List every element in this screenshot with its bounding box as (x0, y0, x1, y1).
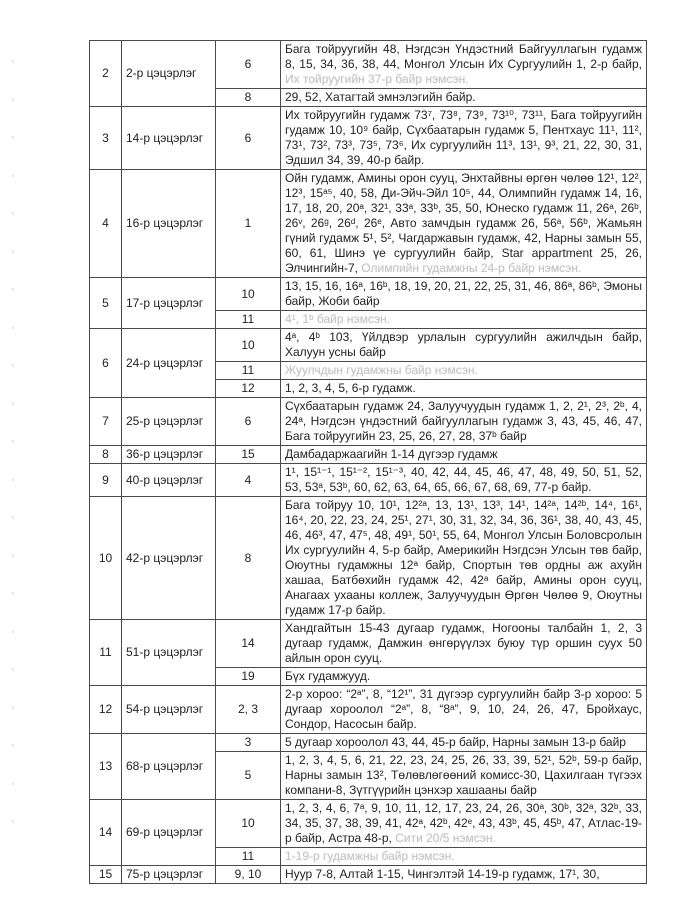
table-row (90, 686, 647, 734)
faded-annotation-text: Жуулчдын гудамжны байр нэмсэн. (285, 363, 478, 377)
row-number: 9 (90, 464, 122, 497)
kindergarten-name: 68-р цэцэрлэг (122, 734, 216, 800)
row-number: 5 (90, 278, 122, 329)
faded-annotation-text: Олимпийн гудамжны 24-р байр нэмсэн. (361, 261, 582, 275)
address-text: Ойн гудамж, Амины орон сууц, Энхтайвны өргөн чөлөө 12¹, 12², 12³, 15ᵃ⁵, 40, 58, Ди-Эйч-Эйл 10⁵, 44, Олимпийн гудамж 14, 16, 17, 18, 20, 20ᵃ, 32¹, 33ᵃ, 33ᵇ, 35, 50, Юнеско гудамж 11, 26ᵃ, 26ᵇ, 26ᵛ, 26ᵍ, 26ᵈ, 26ᵉ, Авто замчдын гудамж 26, 56ᵃ, 56ᵇ, Жамьян гүний гудамж 5¹, 5², Чагдаржавын гудамж, 42, Нарны замын 55, 60, 61, Шинэ үе сургуулийн байр, Star appartment 25, 26, Элчингийн-7, (285, 171, 642, 275)
table-row (90, 464, 647, 497)
address-list (281, 89, 647, 107)
khoroo-number: 14 (216, 620, 281, 668)
address-list (281, 398, 647, 446)
table-row (90, 41, 647, 89)
kindergarten-name: 42-р цэцэрлэг (122, 497, 216, 620)
row-number: 11 (90, 620, 122, 686)
khoroo-number: 5 (216, 752, 281, 800)
address-text: 1, 2, 3, 4, 5, 6-р гудамж. (285, 381, 416, 395)
table-row (90, 620, 647, 668)
khoroo-number: 10 (216, 800, 281, 848)
row-number: 7 (90, 398, 122, 446)
address-list (281, 446, 647, 464)
table-row (90, 734, 647, 752)
address-list (281, 170, 647, 278)
row-number: 14 (90, 800, 122, 866)
address-text: Хандгайтын 15-43 дугаар гудамж, Ногооны талбайн 1, 2, 3 дугаар гудамж, Дамжин өнгөрүүлэх буюу түр оршин суух 50 айлын орон сууц. (285, 621, 642, 665)
khoroo-number: 11 (216, 848, 281, 866)
faded-annotation-text: 1-19-р гудамжны байр нэмсэн. (285, 849, 455, 863)
table-row (90, 446, 647, 464)
kindergarten-name: 14-р цэцэрлэг (122, 107, 216, 170)
address-list (281, 686, 647, 734)
address-text: 5 дугаар хороолол 43, 44, 45-р байр, Нарны замын 13-р байр (285, 735, 626, 749)
khoroo-number: 2, 3 (216, 686, 281, 734)
address-text: Бага тойруу 10, 10¹, 12²ᵃ, 13, 13¹, 13³, 14¹, 14²ᵃ, 14²ᵇ, 14⁴, 16¹, 16⁴, 20, 22, 23, 24, 25¹, 27¹, 30, 31, 32, 34, 36, 36¹, 38, 40, 43, 45, 46, 46³, 47, 47⁵, 48, 49¹, 50¹, 55, 64, Монгол Улсын Боловсролын Их сургуулийн 4, 5-р байр, Америкийн Нэгдсэн Улсын төв байр, Оюутны гудамжны 12ᵃ байр, Спортын төв ордны аж ахуйн хашаа, Батбөхийн гудамж 42, 42ᵃ байр, Амины орон сууц, Анагаах ухааны коллеж, Залуучуудын Өргөн Чөлөө 9, Оюутны гудамж 17-р байр. (285, 498, 642, 617)
faded-annotation-text: 4¹, 1ᵇ байр нэмсэн. (285, 312, 391, 326)
khoroo-number: 8 (216, 497, 281, 620)
table-row (90, 800, 647, 848)
khoroo-number: 10 (216, 329, 281, 362)
address-text: Бүх гудамжууд. (285, 669, 371, 683)
khoroo-number: 12 (216, 380, 281, 398)
address-list (281, 311, 647, 329)
address-list (281, 107, 647, 170)
khoroo-number: 8 (216, 89, 281, 107)
address-text: Дамбадаржаагийн 1-14 дүгээр гудамж (285, 447, 498, 461)
kindergarten-name: 54-р цэцэрлэг (122, 686, 216, 734)
khoroo-number: 11 (216, 311, 281, 329)
khoroo-number: 6 (216, 398, 281, 446)
table-row (90, 866, 647, 884)
kindergarten-name: 17-р цэцэрлэг (122, 278, 216, 329)
address-list (281, 329, 647, 362)
address-list (281, 668, 647, 686)
address-text: Сүхбаатарын гудамж 24, Залуучуудын гудамж 1, 2, 2¹, 2³, 2ᵇ, 4, 24ᵃ, Нэгдсэн үндэстний байгууллагын гудамж 3, 43, 45, 46, 47, Бага тойруугийн 23, 25, 26, 27, 28, 37ᵇ байр (285, 399, 642, 443)
row-number: 8 (90, 446, 122, 464)
kindergarten-name: 25-р цэцэрлэг (122, 398, 216, 446)
khoroo-number: 1 (216, 170, 281, 278)
khoroo-number: 10 (216, 278, 281, 311)
address-text: Их тойруугийн гудамж 73⁷, 73⁸, 73⁹, 73¹⁰, 73¹¹, Бага тойруугийн гудамж 10, 10⁹ байр, Сүхбаатарын гудамж 5, Пентхаус 11¹, 11², 73¹, 73², 73³, 73⁵, 73⁶, Их сургуулийн 11³, 13¹, 9³, 21, 22, 30, 31, Эдшил 34, 39, 40-р байр. (285, 108, 642, 167)
address-text: 1¹, 15¹⁻¹, 15¹⁻², 15¹⁻³, 40, 42, 44, 45, 46, 47, 48, 49, 50, 51, 52, 53, 53ᵃ, 53ᵇ, 60, 62, 63, 64, 65, 66, 67, 68, 69, 77-р байр. (285, 465, 642, 494)
kindergarten-name: 40-р цэцэрлэг (122, 464, 216, 497)
address-list (281, 41, 647, 89)
khoroo-number: 15 (216, 446, 281, 464)
table-row (90, 497, 647, 620)
address-text: 4ᵃ, 4ᵇ 103, Үйлдвэр урлалын сургуулийн ажилчдын байр, Халуун усны байр (285, 330, 642, 359)
kindergarten-name: 75-р цэцэрлэг (122, 866, 216, 884)
table-row (90, 107, 647, 170)
row-number: 12 (90, 686, 122, 734)
khoroo-number: 4 (216, 464, 281, 497)
address-list (281, 800, 647, 848)
address-text: 1, 2, 3, 4, 6, 7ᵃ, 9, 10, 11, 12, 17, 23, 24, 26, 30ᵃ, 30ᵇ, 32ᵃ, 32ᵇ, 33, 34, 35, 37, 38, 39, 41, 42ᵃ, 42ᵇ, 42ᵉ, 43, 43ᵇ, 45, 45ᵇ, 47, Атлас-19-р байр, Астра 48-р, (285, 801, 642, 845)
kindergarten-name: 2-р цэцэрлэг (122, 41, 216, 107)
khoroo-number: 6 (216, 41, 281, 89)
khoroo-number: 19 (216, 668, 281, 686)
khoroo-number: 11 (216, 362, 281, 380)
row-number: 3 (90, 107, 122, 170)
khoroo-number: 3 (216, 734, 281, 752)
table-row (90, 278, 647, 311)
address-text: 2-р хороо: “2ᵃ”, 8, “12¹”, 31 дүгээр сургуулийн байр 3-р хороо: 5 дугаар хороолол “2ᵃ”, 8, “8ᵃ”, 9, 10, 24, 26, 47, Бройхаус, Сондор, Насосын байр. (285, 687, 642, 731)
district-table-body (90, 41, 647, 884)
address-text: 29, 52, Хатагтай эмнэлэгийн байр. (285, 90, 476, 104)
address-list (281, 464, 647, 497)
kindergarten-name: 69-р цэцэрлэг (122, 800, 216, 866)
scan-artifact (12, 60, 14, 840)
address-list (281, 620, 647, 668)
address-text: Бага тойруугийн 48, Нэгдсэн Үндэстний Байгууллагын гудамж 8, 15, 34, 36, 38, 44, Монгол Улсын Их Сургуулийн 1, 2-р байр, (285, 42, 642, 71)
address-list (281, 866, 647, 884)
address-text: 13, 15, 16, 16ᵃ, 16ᵇ, 18, 19, 20, 21, 22, 25, 31, 46, 86ᵃ, 86ᵇ, Эмоны байр, Жоби байр (285, 279, 642, 308)
table-row (90, 398, 647, 446)
address-list (281, 734, 647, 752)
faded-annotation-text: Сити 20/5 нэмсэн. (395, 831, 497, 845)
row-number: 2 (90, 41, 122, 107)
district-table (89, 40, 647, 884)
kindergarten-name: 36-р цэцэрлэг (122, 446, 216, 464)
address-text: Нуур 7-8, Алтай 1-15, Чингэлтэй 14-19-р гудамж, 17¹, 30, (285, 867, 600, 881)
address-text: 1, 2, 3, 4, 5, 6, 21, 22, 23, 24, 25, 26, 33, 39, 52¹, 52ᵇ, 59-р байр, Нарны замын 13², Төлөвлөгөөний комисс-30, Цахилгаан түгээх компани-8, Зүтгүүрийн цэнхэр хашааны байр (285, 753, 642, 797)
row-number: 10 (90, 497, 122, 620)
khoroo-number: 9, 10 (216, 866, 281, 884)
table-row (90, 329, 647, 362)
address-list (281, 752, 647, 800)
table-row (90, 170, 647, 278)
address-list (281, 848, 647, 866)
address-list (281, 362, 647, 380)
row-number: 15 (90, 866, 122, 884)
faded-annotation-text: Их тойруугийн 37-р байр нэмсэн. (285, 72, 469, 86)
row-number: 4 (90, 170, 122, 278)
kindergarten-name: 24-р цэцэрлэг (122, 329, 216, 398)
khoroo-number: 6 (216, 107, 281, 170)
kindergarten-name: 51-р цэцэрлэг (122, 620, 216, 686)
row-number: 13 (90, 734, 122, 800)
address-list (281, 380, 647, 398)
address-list (281, 278, 647, 311)
kindergarten-name: 16-р цэцэрлэг (122, 170, 216, 278)
address-list (281, 497, 647, 620)
row-number: 6 (90, 329, 122, 398)
